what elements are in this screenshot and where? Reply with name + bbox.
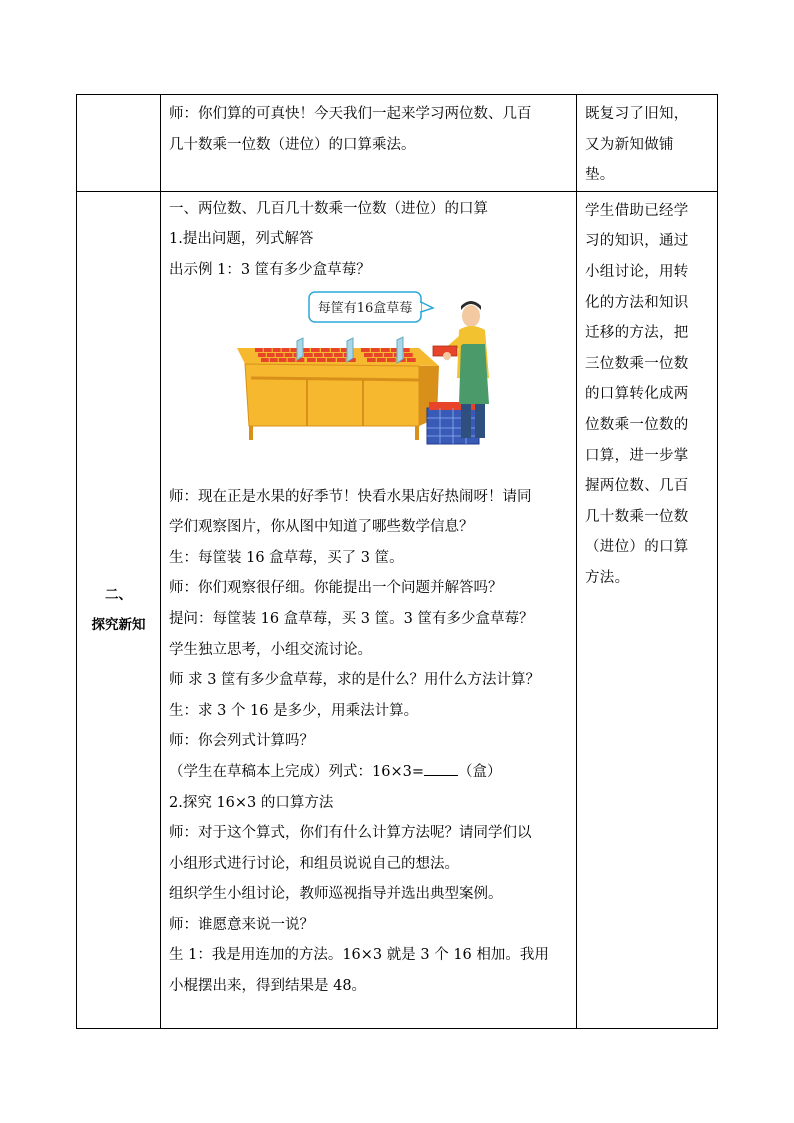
formula-suffix: （盒）: [457, 763, 502, 780]
comment-line: 又为新知做铺: [585, 136, 674, 153]
strawberry-box: [264, 348, 272, 352]
text-line: 师：谁愿意来说一说？: [169, 916, 314, 933]
strawberry-box: [307, 358, 316, 362]
speech-bubble-text: 每筐有16盒草莓: [317, 300, 413, 316]
strawberry-box: [404, 353, 413, 357]
text-line: 几十数乘一位数（进位）的口算乘法。: [169, 136, 416, 153]
comment-line: 学生借助已经学: [585, 202, 689, 219]
lines-after-image: [169, 482, 570, 757]
main-content-cell: [161, 191, 577, 1028]
text-line: 学们观察图片，你从图中知道了哪些数学信息？: [169, 519, 474, 536]
strawberry-box: [324, 353, 333, 357]
text-line: 2.探究 16×3 的口算方法: [169, 794, 334, 811]
comment-line: 习的知识，通过: [585, 233, 689, 250]
strawberry-box: [282, 348, 290, 352]
strawberry-shop-illustration: [169, 286, 570, 482]
strawberry-boxes: [255, 348, 416, 362]
comment-line: 位数乘一位数的: [585, 416, 689, 433]
strawberry-box: [311, 348, 320, 352]
speech-bubble: [309, 292, 433, 322]
text-line: 师：你会列式计算吗？: [169, 733, 314, 750]
strawberry-box: [361, 348, 370, 352]
strawberry-box: [364, 353, 373, 357]
text-line: 师：对于这个算式，你们有什么计算方法呢？请同学们以: [169, 825, 532, 842]
text-line: 1.提出问题，列式解答: [169, 231, 314, 248]
text-line: 组织学生小组讨论，教师巡视指导并选出典型案例。: [169, 886, 503, 903]
strawberry-box: [384, 353, 393, 357]
lines-before-image: [169, 194, 570, 286]
comment-cell: [577, 191, 718, 1028]
strawberry-box: [273, 348, 281, 352]
strawberry-box: [334, 353, 343, 357]
comment-line: 口算，进一步掌: [585, 447, 689, 464]
strawberry-box: [279, 358, 287, 362]
text-line: 生：每筐装 16 盒草莓，买了 3 筐。: [169, 549, 404, 566]
strawberry-box: [371, 348, 380, 352]
text-line: 师：你们算的可真快！今天我们一起来学习两位数、几百: [169, 106, 532, 122]
strawberry-box: [381, 348, 390, 352]
comment-cell: [577, 95, 718, 192]
strawberry-box: [288, 358, 296, 362]
strawberry-box: [304, 353, 313, 357]
comment-line: 小组讨论，用转: [585, 263, 689, 280]
strawberry-box: [337, 358, 346, 362]
text-line: 师 求 3 筐有多少盒草莓，求的是什么？用什么方法计算？: [169, 672, 541, 689]
comment-line: 三位数乘一位数: [585, 355, 689, 372]
main-text: [161, 192, 576, 1002]
comment-text: [577, 95, 717, 191]
text-line: 小组形式进行讨论，和组员说说自己的想法。: [169, 855, 459, 872]
strawberry-box: [317, 358, 326, 362]
strawberry-box: [387, 358, 396, 362]
comment-line: 握两位数、几百: [585, 478, 689, 495]
text-line: 师：现在正是水果的好季节！快看水果店好热闹呀！请同: [169, 488, 532, 505]
section-number: 二、: [105, 586, 132, 603]
strawberry-box: [331, 348, 340, 352]
text-line: 师：你们观察很仔细。你能提出一个问题并解答吗？: [169, 580, 503, 597]
text-line: 小棍摆出来，得到结果是 48。: [169, 978, 367, 995]
section-title: 探究新知: [91, 616, 146, 633]
fruit-stand-image: [237, 286, 507, 482]
comment-line: 垫。: [585, 167, 615, 184]
main-content-cell: [161, 95, 577, 192]
strawberry-box: [267, 353, 275, 357]
main-text: [161, 95, 576, 160]
comment-line: 迁移的方法，把: [585, 325, 689, 342]
text-line: 出示例 1：3 筐有多少盒草莓？: [169, 261, 371, 278]
section-cell: [77, 191, 161, 1028]
text-line: 提问：每筐装 16 盒草莓，买 3 筐。3 筐有多少盒草莓？: [169, 610, 534, 627]
answer-blank: [424, 759, 458, 776]
comment-line: 既复习了旧知，: [585, 106, 689, 122]
comment-line: 的口算转化成两: [585, 386, 689, 403]
strawberry-crate: [427, 402, 479, 444]
strawberry-box: [255, 348, 263, 352]
comment-line: （进位）的口算: [585, 539, 689, 556]
text-line: 学生独立思考，小组交流讨论。: [169, 641, 372, 658]
section-label: [77, 192, 160, 1028]
section-cell-empty: [77, 95, 161, 192]
formula-prefix: （学生在草稿本上完成）列式：16×3=: [169, 763, 424, 780]
strawberry-box: [374, 353, 383, 357]
strawberry-box: [285, 353, 293, 357]
lesson-plan-table: [76, 94, 718, 1029]
strawberry-box: [367, 358, 376, 362]
strawberry-box: [314, 353, 323, 357]
text-line: 生：求 3 个 16 是多少，用乘法计算。: [169, 702, 419, 719]
strawberry-box: [258, 353, 266, 357]
strawberry-box: [270, 358, 278, 362]
strawberry-box: [321, 348, 330, 352]
formula-line: [169, 757, 570, 788]
strawberry-box: [407, 358, 416, 362]
lines-after-formula: [169, 788, 570, 1002]
comment-line: 方法。: [585, 569, 630, 586]
comment-text: [577, 192, 717, 594]
text-line: 生 1：我是用连加的方法。16×3 就是 3 个 16 相加。我用: [169, 947, 549, 964]
table-row: [77, 191, 718, 1028]
strawberry-box: [261, 358, 269, 362]
strawberry-box: [377, 358, 386, 362]
comment-line: 化的方法和知识: [585, 294, 689, 311]
table-row: [77, 95, 718, 192]
strawberry-box: [327, 358, 336, 362]
comment-line: 几十数乘一位数: [585, 508, 689, 525]
text-line: 一、两位数、几百几十数乘一位数（进位）的口算: [169, 200, 488, 217]
strawberry-box: [276, 353, 284, 357]
